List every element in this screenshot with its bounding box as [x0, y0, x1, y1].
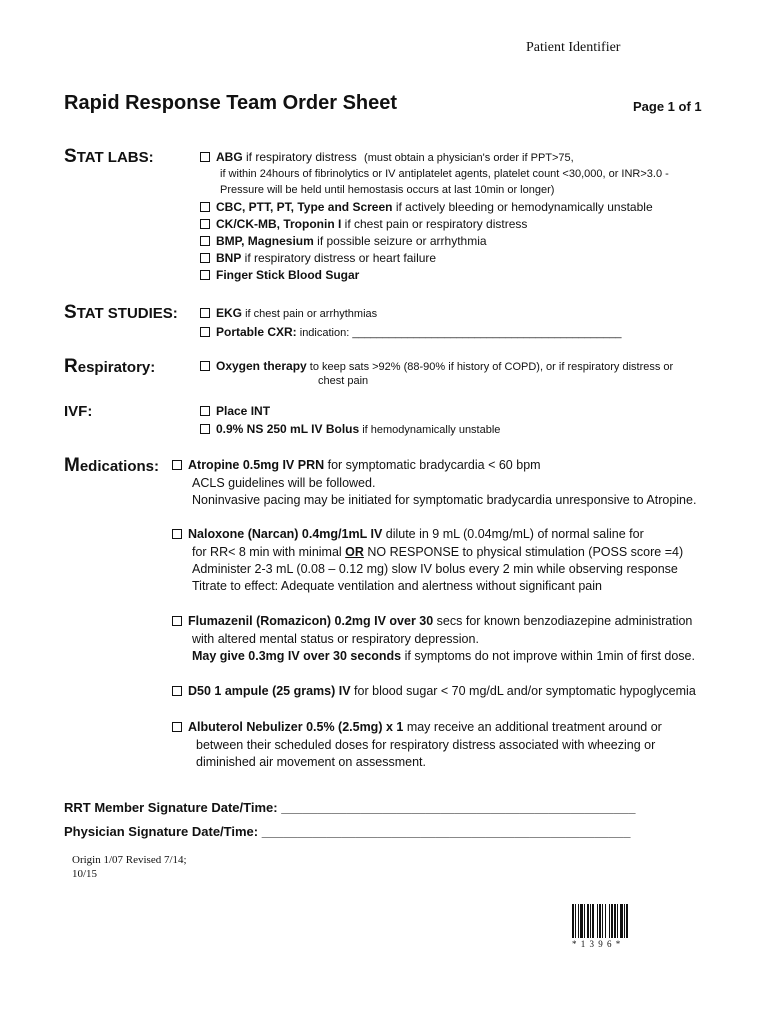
cbc-order[interactable]: CBC, PTT, PT, Type and Screen if actively bleeding or hemodynamically unstable — [200, 200, 653, 214]
naloxone-line-2: for RR< 8 min with minimal OR NO RESPONSE to physical stimulation (POSS score =4) — [192, 545, 684, 559]
barcode-bar — [578, 904, 579, 938]
barcode-bar — [590, 904, 591, 938]
barcode-bar — [624, 904, 625, 938]
naloxone-line-4: Titrate to effect: Adequate ventilation and alertness without significant pain — [192, 579, 602, 593]
oxygen-order-line-2: chest pain — [318, 375, 369, 387]
int-order[interactable]: Place INT — [200, 404, 270, 418]
atropine-order[interactable]: Atropine 0.5mg IV PRN for symptomatic bradycardia < 60 bpm — [172, 458, 541, 472]
cxr-checkbox[interactable] — [200, 327, 210, 337]
fsbs-order[interactable]: Finger Stick Blood Sugar — [200, 268, 359, 282]
flumazenil-line-2: with altered mental status or respiratory depression. — [192, 632, 479, 646]
barcode-bar — [626, 904, 628, 938]
ekg-checkbox[interactable] — [200, 308, 210, 318]
ivf-label: IVF: — [64, 403, 93, 420]
barcode-bar — [592, 904, 594, 938]
naloxone-order[interactable]: Naloxone (Narcan) 0.4mg/1mL IV dilute in 9 mL (0.04mg/mL) of normal saline for — [172, 527, 644, 541]
oxygen-checkbox[interactable] — [200, 361, 210, 371]
atropine-line-3: Noninvasive pacing may be initiated for symptomatic bradycardia unresponsive to Atropine. — [192, 493, 697, 507]
int-checkbox[interactable] — [200, 406, 210, 416]
barcode-bar — [587, 904, 589, 938]
atropine-line-2: ACLS guidelines will be followed. — [192, 476, 376, 490]
ns-bolus-checkbox[interactable] — [200, 424, 210, 434]
bmp-checkbox[interactable] — [200, 236, 210, 246]
albuterol-checkbox[interactable] — [172, 722, 182, 732]
medications-label: Medications: — [64, 455, 160, 476]
barcode-bar — [580, 904, 583, 938]
cxr-order[interactable]: Portable CXR: indication: ____________________________________________ — [200, 325, 622, 339]
barcode-bar — [599, 904, 601, 938]
naloxone-line-3: Administer 2-3 mL (0.08 – 0.12 mg) slow IV bolus every 2 min while observing response — [192, 562, 678, 576]
d50-checkbox[interactable] — [172, 686, 182, 696]
flumazenil-order[interactable]: Flumazenil (Romazicon) 0.2mg IV over 30 secs for known benzodiazepine administration — [172, 614, 692, 628]
albuterol-line-3: diminished air movement on assessment. — [196, 755, 426, 769]
barcode-bar — [611, 904, 613, 938]
barcode-bar — [584, 904, 585, 938]
ck-checkbox[interactable] — [200, 219, 210, 229]
flumazenil-checkbox[interactable] — [172, 616, 182, 626]
bnp-checkbox[interactable] — [200, 253, 210, 263]
albuterol-line-2: between their scheduled doses for respiratory distress associated with wheezing or — [196, 738, 656, 752]
origin-revised-line-2: 10/15 — [72, 868, 98, 880]
cbc-checkbox[interactable] — [200, 202, 210, 212]
ck-order[interactable]: CK/CK-MB, Troponin I if chest pain or respiratory distress — [200, 217, 527, 231]
barcode-bar — [575, 904, 576, 938]
fsbs-checkbox[interactable] — [200, 270, 210, 280]
bmp-order[interactable]: BMP, Magnesium if possible seizure or arrhythmia — [200, 234, 487, 248]
page-number: Page 1 of 1 — [633, 99, 702, 114]
barcode-bar — [614, 904, 616, 938]
page-title: Rapid Response Team Order Sheet — [64, 92, 398, 114]
respiratory-label: Respiratory: — [64, 356, 156, 377]
stat-labs-label: STAT LABS: — [64, 146, 154, 167]
naloxone-checkbox[interactable] — [172, 529, 182, 539]
rrt-signature-line[interactable]: RRT Member Signature Date/Time: _________________________________________________ — [64, 800, 636, 815]
albuterol-order[interactable]: Albuterol Nebulizer 0.5% (2.5mg) x 1 may receive an additional treatment around or — [172, 720, 662, 734]
oxygen-order[interactable]: Oxygen therapy to keep sats >92% (88-90% if history of COPD), or if respiratory distress or — [200, 359, 673, 373]
stat-studies-label: STAT STUDIES: — [64, 302, 178, 323]
abg-note-line-3: Pressure will be held until hemostasis occurs at last 10min or longer) — [220, 184, 555, 196]
ns-bolus-order[interactable]: 0.9% NS 250 mL IV Bolus if hemodynamically unstable — [200, 422, 500, 436]
barcode-bar — [620, 904, 623, 938]
barcode-bar — [609, 904, 610, 938]
barcode-bar — [605, 904, 606, 938]
flumazenil-line-3: May give 0.3mg IV over 30 seconds if symptoms do not improve within 1min of first dose. — [192, 649, 695, 663]
barcode-text: * 1 3 9 6 * — [572, 939, 622, 949]
physician-signature-line[interactable]: Physician Signature Date/Time: ___________________________________________________ — [64, 824, 631, 839]
barcode — [572, 904, 644, 940]
bnp-order[interactable]: BNP if respiratory distress or heart failure — [200, 251, 436, 265]
barcode-bar — [597, 904, 598, 938]
atropine-checkbox[interactable] — [172, 460, 182, 470]
abg-checkbox[interactable] — [200, 152, 210, 162]
barcode-bar — [617, 904, 618, 938]
d50-order[interactable]: D50 1 ampule (25 grams) IV for blood sugar < 70 mg/dL and/or symptomatic hypoglycemia — [172, 684, 696, 698]
barcode-bar — [602, 904, 603, 938]
patient-identifier: Patient Identifier — [526, 40, 621, 55]
abg-note-line-2: if within 24hours of fibrinolytics or IV antiplatelet agents, platelet count <30,000, or INR>3.0 - — [220, 168, 669, 180]
barcode-bar — [572, 904, 574, 938]
ekg-order[interactable]: EKG if chest pain or arrhythmias — [200, 306, 377, 320]
origin-revised-line-1: Origin 1/07 Revised 7/14; — [72, 854, 187, 866]
abg-order[interactable]: ABG if respiratory distress (must obtain a physician's order if PPT>75, — [200, 150, 574, 164]
